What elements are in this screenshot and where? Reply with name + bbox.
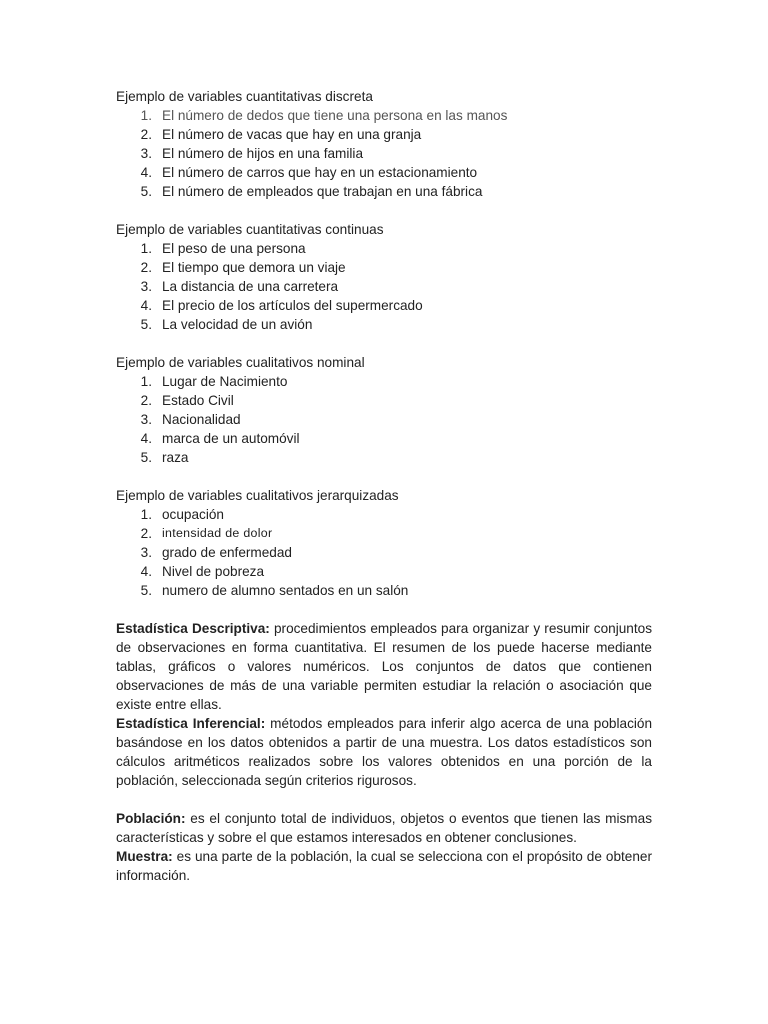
definition-text: métodos empleados para inferir algo acerca de una población basándose en los datos obtenidos a partir de una muestra. Los datos estadísticos son cálculos aritméticos realizados sobre los valores obtenidos en una porción de la población, seleccionada según criterios rigurosos.	[116, 716, 653, 788]
item-number: 4.	[140, 165, 152, 180]
spacer	[116, 467, 652, 486]
item-number: 5.	[140, 450, 152, 465]
item-number: 1.	[140, 108, 152, 123]
item-number: 2.	[140, 127, 152, 142]
item-text: numero de alumno sentados en un salón	[162, 583, 409, 598]
item-number: 5.	[140, 184, 152, 199]
item-number: 1.	[140, 374, 152, 389]
section-cualitativos-jerarquizadas	[116, 486, 652, 600]
item-text: El número de carros que hay en un estacionamiento	[162, 165, 478, 180]
item-text: La velocidad de un avión	[162, 317, 313, 332]
list-item	[116, 562, 652, 581]
section-cuantitativas-continuas	[116, 220, 652, 334]
item-text: El número de hijos en una familia	[162, 146, 363, 161]
item-number: 2.	[140, 260, 152, 275]
item-text: El precio de los artículos del supermercado	[162, 298, 423, 313]
definition-text: procedimientos empleados para organizar y resumir conjuntos de observaciones en forma cuantitativa. El resumen de los puede hacerse mediante tablas, gráficos o valores numéricos. Los conjuntos de datos que contienen observaciones de más de una variable permiten estudiar la relación o asociación que existe entre ellas.	[116, 621, 652, 712]
item-text: El peso de una persona	[162, 241, 306, 256]
item-number: 5.	[140, 317, 152, 332]
item-number: 4.	[140, 298, 152, 313]
list-item	[116, 448, 652, 467]
list-item	[116, 315, 652, 334]
section-cualitativos-nominal	[116, 353, 652, 467]
item-number: 4.	[140, 431, 152, 446]
item-text: Nivel de pobreza	[162, 564, 265, 579]
list-item	[116, 543, 652, 562]
item-text: El número de vacas que hay en una granja	[162, 127, 422, 142]
example-list	[116, 239, 652, 334]
list-item	[116, 372, 652, 391]
list-item	[116, 296, 652, 315]
spacer	[116, 600, 652, 619]
definition-muestra	[116, 847, 652, 885]
item-text: ocupación	[162, 507, 224, 522]
spacer	[116, 790, 652, 809]
section-cuantitativas-discreta	[116, 87, 652, 201]
item-number: 5.	[140, 583, 152, 598]
spacer	[116, 201, 652, 220]
item-text: grado de enfermedad	[162, 545, 292, 560]
list-item	[116, 505, 652, 524]
definition-term: Población:	[116, 811, 186, 826]
item-text: Lugar de Nacimiento	[162, 374, 288, 389]
item-number: 1.	[140, 241, 152, 256]
list-item	[116, 125, 652, 144]
item-number: 3.	[140, 279, 152, 294]
definition-term: Estadística Inferencial:	[116, 716, 266, 731]
example-list	[116, 372, 652, 467]
list-item	[116, 277, 652, 296]
item-text: La distancia de una carretera	[162, 279, 339, 294]
item-number: 3.	[140, 412, 152, 427]
spacer	[116, 334, 652, 353]
document-body	[116, 87, 652, 885]
list-item	[116, 106, 652, 125]
item-text: El número de empleados que trabajan en una fábrica	[162, 184, 483, 199]
item-text: raza	[162, 450, 189, 465]
list-item	[116, 163, 652, 182]
example-list	[116, 505, 652, 600]
list-item	[116, 410, 652, 429]
item-number: 4.	[140, 564, 152, 579]
item-number: 1.	[140, 507, 152, 522]
section-heading: Ejemplo de variables cualitativos jerarquizadas	[116, 488, 399, 503]
list-item	[116, 429, 652, 448]
item-text: Nacionalidad	[162, 412, 241, 427]
list-item	[116, 239, 652, 258]
section-heading: Ejemplo de variables cuantitativas continuas	[116, 222, 384, 237]
item-number: 3.	[140, 545, 152, 560]
definition-text: es una parte de la población, la cual se selecciona con el propósito de obtener información.	[116, 849, 652, 883]
definition-text: es el conjunto total de individuos, objetos o eventos que tienen las mismas características y sobre el que estamos interesados en obtener conclusiones.	[116, 811, 652, 845]
item-number: 3.	[140, 146, 152, 161]
list-item	[116, 182, 652, 201]
list-item	[116, 524, 652, 543]
item-text: El tiempo que demora un viaje	[162, 260, 346, 275]
item-text: Estado Civil	[162, 393, 234, 408]
definition-estadistica-inferencial	[116, 714, 652, 790]
definition-term: Estadística Descriptiva:	[116, 621, 270, 636]
item-text: intensidad de dolor	[162, 526, 273, 540]
example-list	[116, 106, 652, 201]
definition-term: Muestra:	[116, 849, 173, 864]
item-text: El número de dedos que tiene una persona en las manos	[162, 108, 508, 123]
item-text: marca de un automóvil	[162, 431, 300, 446]
item-number: 2.	[140, 526, 152, 541]
list-item	[116, 391, 652, 410]
list-item	[116, 258, 652, 277]
definition-poblacion	[116, 809, 652, 847]
list-item	[116, 581, 652, 600]
list-item	[116, 144, 652, 163]
item-number: 2.	[140, 393, 152, 408]
section-heading: Ejemplo de variables cualitativos nominal	[116, 355, 365, 370]
section-heading: Ejemplo de variables cuantitativas discreta	[116, 89, 373, 104]
definition-estadistica-descriptiva	[116, 619, 652, 714]
